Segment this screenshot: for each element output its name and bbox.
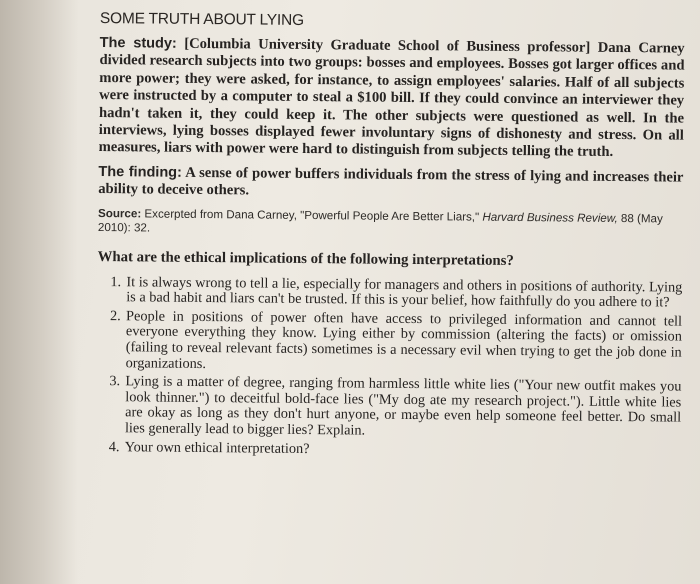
page-edge-shadow <box>0 0 78 584</box>
item-number: 2. <box>109 307 121 325</box>
study-label: The study: <box>99 34 177 52</box>
list-item <box>110 275 682 312</box>
item-text: Your own ethical interpretation? <box>124 438 310 457</box>
item-text: It is always wrong to tell a lie, especially for managers and others in positions of authority. Lying is a bad habit and liars can't be trusted. If this is your belief, how faithfully do you adhere to it? <box>126 273 683 311</box>
item-number: 4. <box>108 438 120 455</box>
discussion-question: What are the ethical implications of the following interpretations? <box>97 248 514 269</box>
list-item <box>109 440 681 461</box>
item-number: 3. <box>109 373 121 390</box>
item-number: 1. <box>110 273 122 290</box>
list-item <box>109 374 682 442</box>
finding-text: A sense of power buffers individuals from the stress of lying and increases their ability to deceive others. <box>98 164 684 199</box>
item-text: People in positions of power often have access to privileged information and cannot tell everyone everything they know. Lying either by commission (altering the facts) or omission (failing to reveal relevant facts) sometimes is a necessary evil when trying to get the job done in organizations. <box>125 308 683 372</box>
finding-label: The finding: <box>98 163 182 181</box>
finding-paragraph <box>98 164 683 204</box>
box-heading: SOME TRUTH ABOUT LYING <box>99 10 305 29</box>
item-text: Lying is a matter of degree, ranging from harmless little white lies ("Your new outfit makes you look thinner.") to deceitful bold-face lies ("My dog ate my research project."). Little white lies are okay as long as they don't hurt anyone, or maybe even help someone feel better. Do small lies generally lead to bigger lies? Explain. <box>124 373 682 439</box>
study-paragraph <box>99 35 685 162</box>
source-text-before: Excerpted from Dana Carney, "Powerful People Are Better Liars," <box>144 207 480 224</box>
study-text: [Columbia University Graduate School of Business professor] Dana Carney divided research subjects into two groups: bosses and employees. Bosses got larger offices and more power; they were asked, for instance, to assign employees' salaries. Half of all subjects were instructed by a computer to steal a $100 bill. If they could convince an interviewer they hadn't taken it, they could keep it. The other subjects were questioned as well. In the interviews, lying bosses displayed fewer involuntary signs of dishonesty and stress. On all measures, liars with power were hard to distinguish from subjects telling the truth. <box>98 35 685 161</box>
source-label: Source: <box>97 206 142 221</box>
source-publication: Harvard Business Review, <box>482 210 618 225</box>
source-citation <box>98 207 683 241</box>
list-item <box>110 309 683 377</box>
interpretation-list <box>96 275 683 461</box>
source-text-after: 88 (May 2010): 32. <box>97 211 663 235</box>
lying-box <box>96 10 685 464</box>
